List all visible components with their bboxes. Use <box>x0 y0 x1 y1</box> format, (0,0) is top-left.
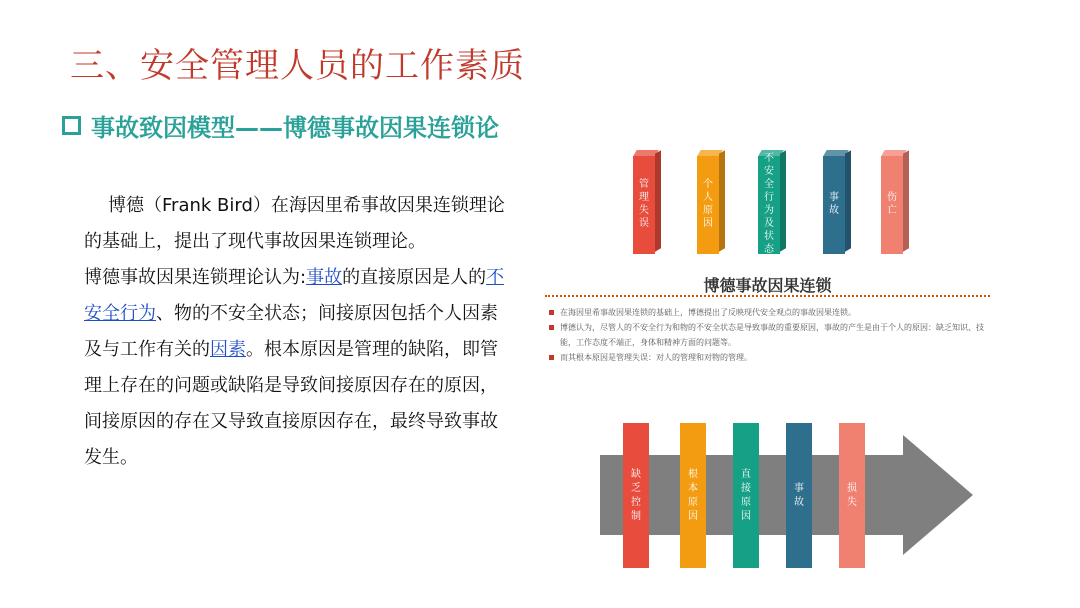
link-unsafe-behavior[interactable]: 不安全行为 <box>84 267 505 324</box>
slide-title: 三、安全管理人员的工作素质 <box>70 46 525 86</box>
link-accident[interactable]: 事故 <box>306 267 343 288</box>
figure-bullets <box>545 305 990 365</box>
body-paragraph <box>84 188 514 476</box>
arrow-chain-block: 事故 <box>786 423 812 568</box>
bullet-square-icon <box>62 116 81 135</box>
paragraph-text-c: 、物的不安全状态；间接原因包括个人因素及与工作有关的 <box>84 303 498 360</box>
bird-causation-figure <box>545 145 990 585</box>
figure-title: 博德事故因果连锁 <box>703 276 832 295</box>
chain-block: 事故 <box>823 150 845 250</box>
arrow-head-icon <box>903 435 973 555</box>
paragraph-text-d: 。根本原因是管理的缺陷，即管理上存在的问题或缺陷是导致间接原因存在的原因，间接原因的存在又导致直接原因存在，最终导致事故发生。 <box>84 339 498 468</box>
arrow-chain-block: 直接原因 <box>733 423 759 568</box>
figure-bullet: 博德认为，尽管人的不安全行为和物的不安全状态是导致事故的重要原因，事故的产生是由于个人的原因：缺乏知识、技能，工作态度不端正，身体和精神方面的问题等。 <box>545 320 990 350</box>
figure-bullet: 而其根本原因是管理失误：对人的管理和对物的管理。 <box>545 350 990 365</box>
chain-block: 个人原因 <box>697 150 719 250</box>
link-factors[interactable]: 因素 <box>210 339 246 360</box>
arrow-chain-block: 损失 <box>839 423 865 568</box>
subtitle-text: 事故致因模型——博德事故因果连锁论 <box>91 114 499 142</box>
arrow-chain-block: 缺乏控制 <box>623 423 649 568</box>
figure-bullet: 在海因里希事故因果连锁的基础上，博德提出了反映现代安全观点的事故因果连锁。 <box>545 305 990 320</box>
paragraph-intro: 博德（Frank Bird）在海因里希事故因果连锁理论的基础上，提出了现代事故因果连锁理论。 <box>84 195 505 252</box>
chain-block: 管理失误 <box>633 150 655 250</box>
chain-block: 不安全行为及状态 <box>758 150 780 250</box>
arrow-chain-block: 根本原因 <box>680 423 706 568</box>
slide-subtitle <box>62 108 499 143</box>
figure-divider <box>545 295 990 297</box>
paragraph-text-a: 博德事故因果连锁理论认为: <box>84 267 307 288</box>
paragraph-text-b: 的直接原因是人的 <box>342 267 487 288</box>
chain-block: 伤亡 <box>881 150 903 250</box>
